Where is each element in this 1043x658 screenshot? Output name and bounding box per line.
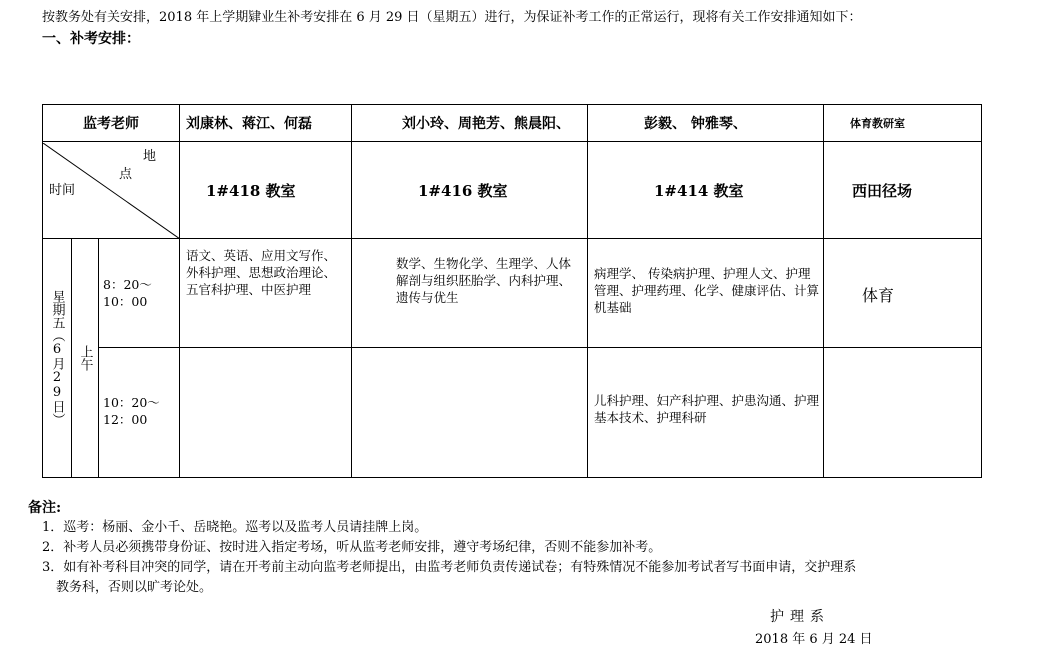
subjects-cell: 数学、生物化学、生理学、人体解剖与组织胚胎学、内科护理、遗传与优生	[352, 239, 588, 348]
subjects-cell: 体育	[824, 239, 982, 348]
proctor-cell: 彭毅、 钟雅琴、	[588, 105, 824, 142]
subjects-cell	[352, 348, 588, 478]
proctor-cell: 刘小玲、周艳芳、熊晨阳、	[352, 105, 588, 142]
subjects-cell	[180, 348, 352, 478]
note-item-continued: 教务科，否则以旷考论处。	[56, 580, 213, 595]
signature-dept: 护理系	[770, 609, 830, 625]
note-item: 3．如有补考科目冲突的同学，请在开考前主动向监考老师提出，由监考老师负责传递试卷；有特殊情况不能参加考试者写书面申请，交护理系	[42, 560, 857, 575]
signature-date: 2018 年 6 月 24 日	[755, 632, 873, 647]
slot-row-1	[43, 239, 982, 348]
room-cell: 1#416 教室	[418, 181, 508, 200]
corner-label-place-2: 点	[119, 166, 133, 182]
day-label: 星期五（6月29日）	[49, 290, 65, 426]
time-cell: 10：20～12：00	[99, 348, 180, 478]
proctor-row	[43, 105, 982, 142]
proctor-cell: 体育教研室	[850, 117, 905, 130]
intro-paragraph: 按教务处有关安排，2018 年上学期肄业生补考安排在 6 月 29 日（星期五）进行，为保证补考工作的正常运行，现将有关工作安排通知如下：	[42, 10, 862, 25]
note-item: 2．补考人员必须携带身份证、按时进入指定考场，听从监考老师安排，遵守考场纪律，否则不能参加补考。	[42, 540, 662, 555]
notes-title: 备注:	[28, 500, 62, 516]
room-row	[43, 142, 982, 239]
period-cell	[72, 239, 99, 478]
notes-section	[28, 498, 856, 598]
subjects-cell: 语文、英语、应用文写作、外科护理、思想政治理论、五官科护理、中医护理	[180, 239, 352, 348]
room-cell: 西田径场	[852, 181, 913, 200]
subjects-cell: 病理学、 传染病护理、护理人文、护理管理、护理药理、化学、健康评估、计算机基础	[588, 239, 824, 348]
exam-schedule-table	[42, 104, 982, 478]
subjects-cell	[824, 348, 982, 478]
corner-label-place-1: 地	[143, 148, 157, 164]
proctor-header: 监考老师	[43, 105, 180, 142]
period-label: 上午	[77, 345, 93, 371]
section-title: 一、补考安排：	[42, 31, 140, 47]
note-item: 1．巡考：杨丽、金小千、岳晓艳。巡考以及监考人员请挂牌上岗。	[42, 520, 428, 535]
day-cell	[43, 239, 72, 478]
proctor-cell: 刘康林、蒋江、何磊	[180, 105, 352, 142]
room-cell: 1#418 教室	[206, 181, 296, 200]
time-cell: 8：20～10：00	[99, 239, 180, 348]
room-cell: 1#414 教室	[654, 181, 744, 200]
diagonal-corner-cell	[43, 142, 180, 239]
subjects-cell: 儿科护理、妇产科护理、护患沟通、护理基本技术、护理科研	[588, 348, 824, 478]
slot-row-2	[43, 348, 982, 478]
corner-label-time: 时间	[49, 182, 76, 198]
